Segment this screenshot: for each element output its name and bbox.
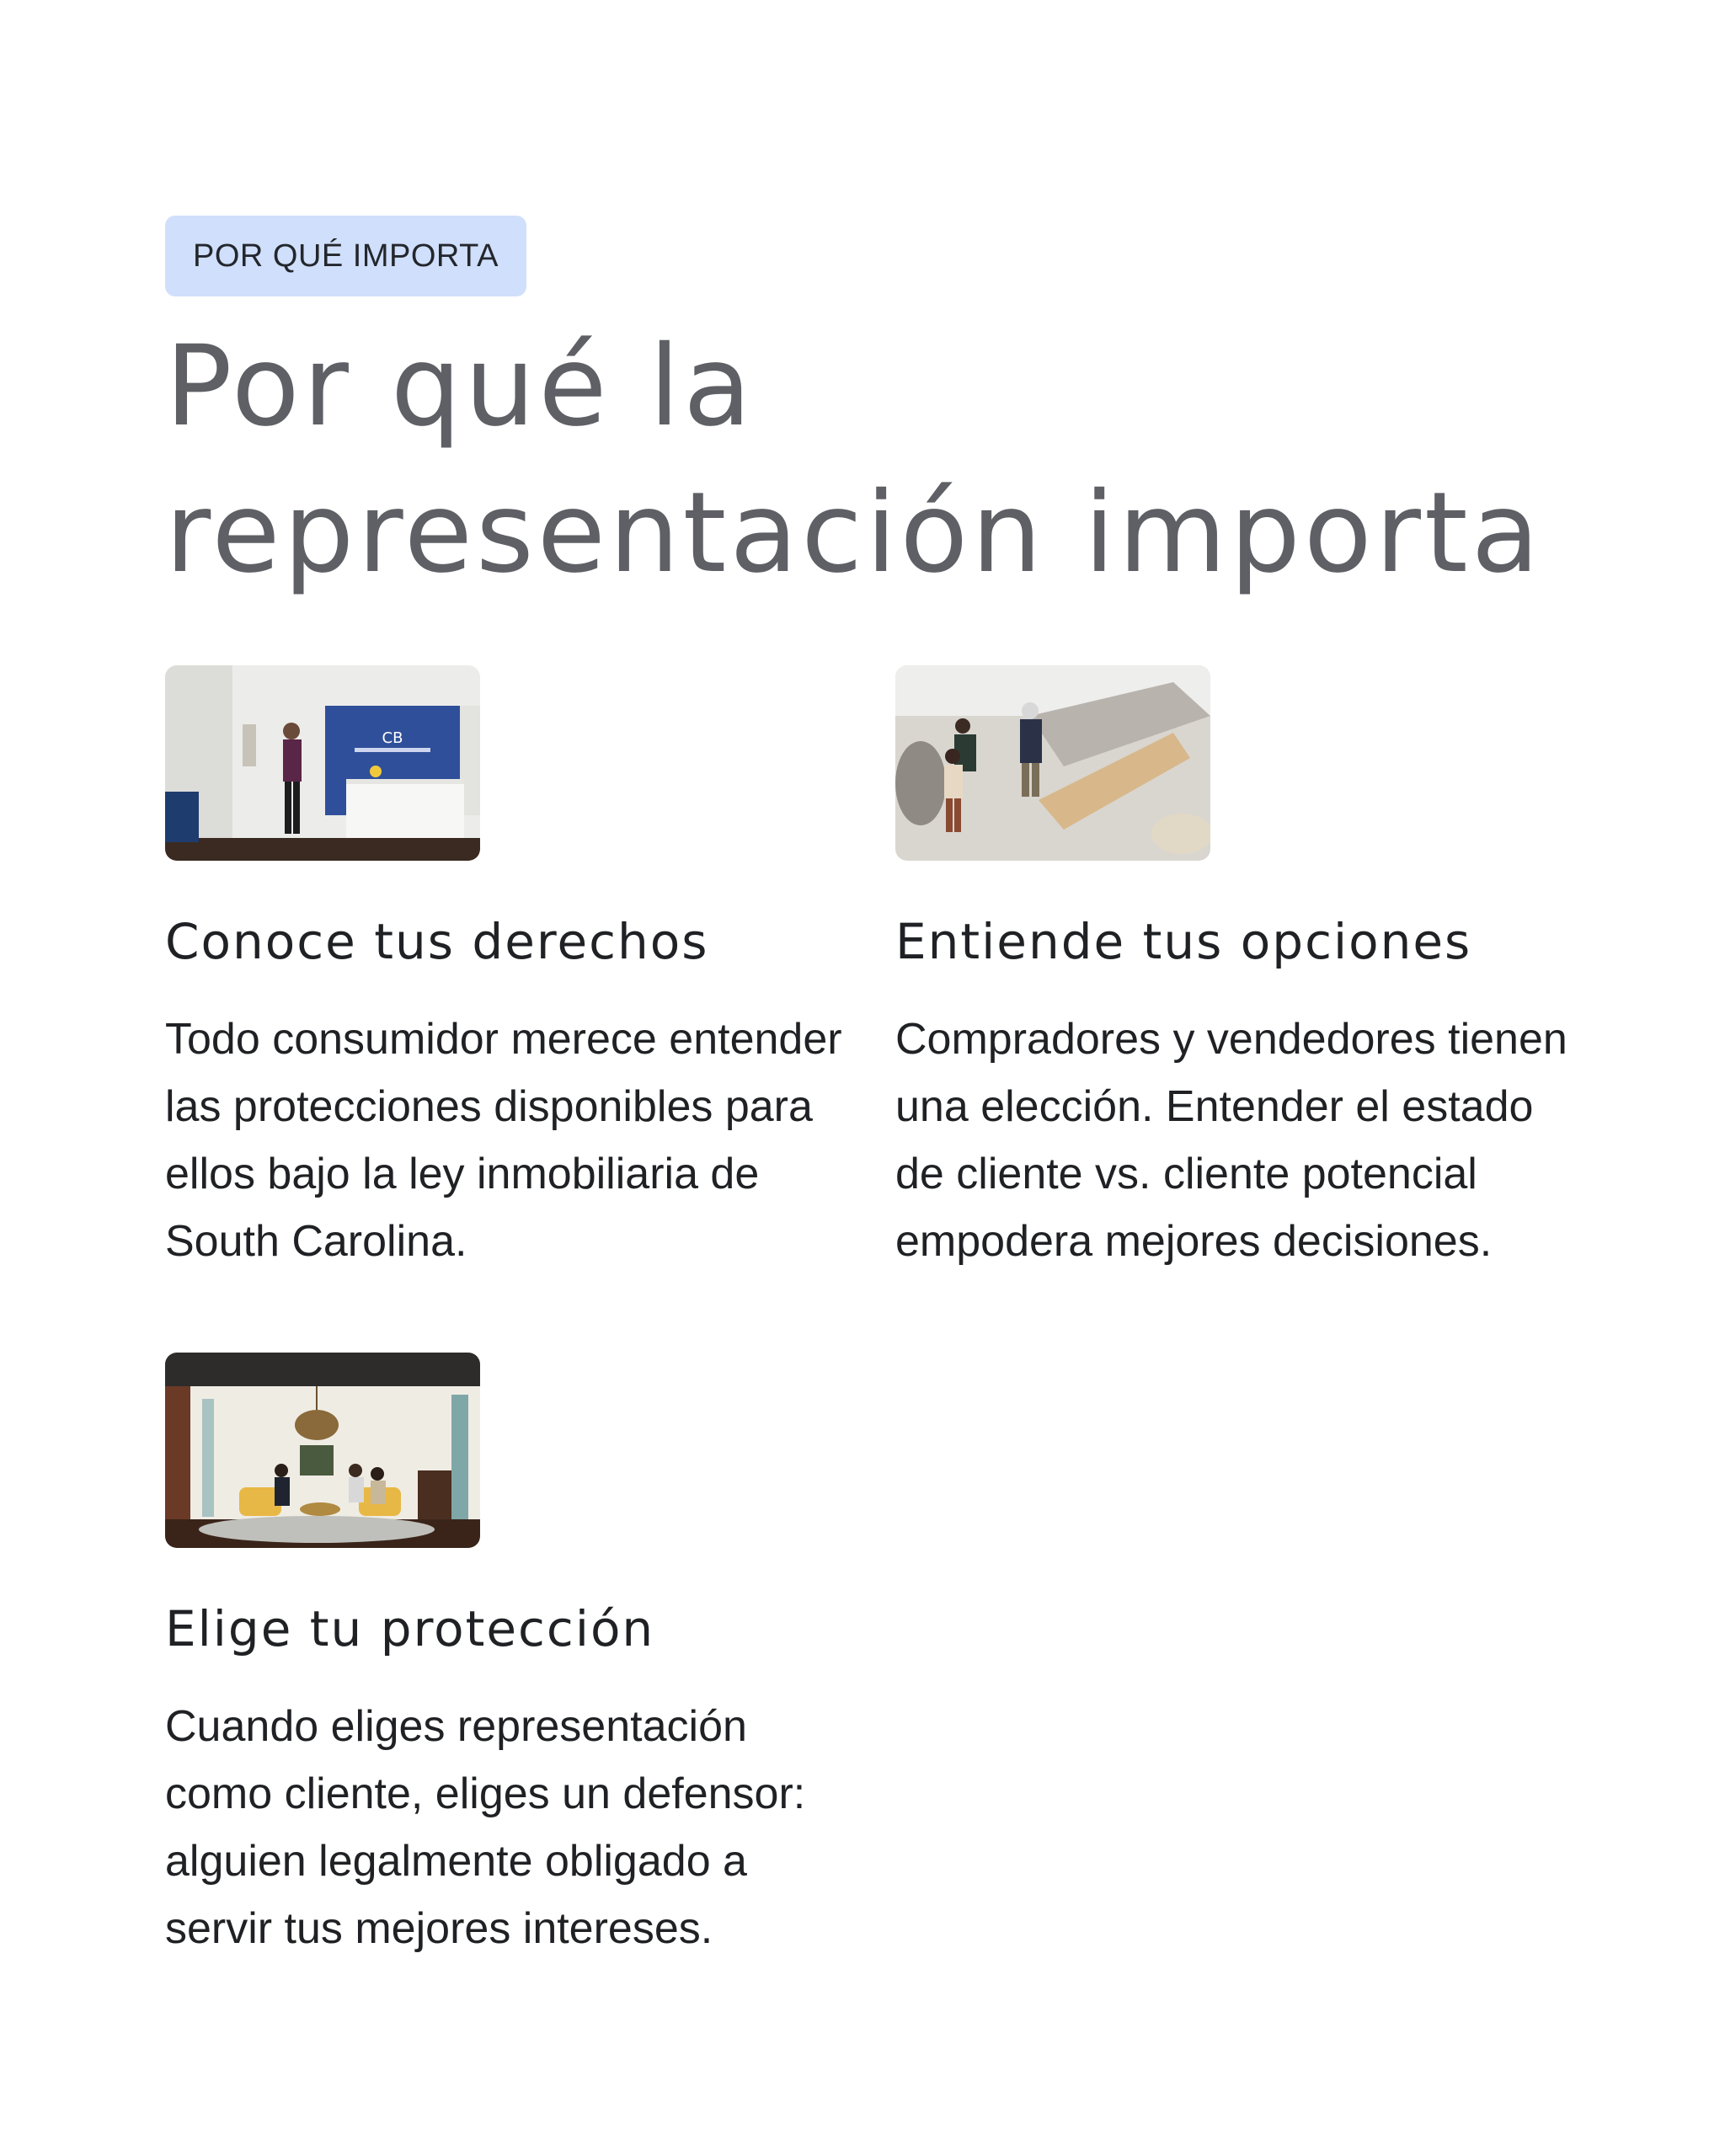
card-description: Todo consumidor merece entender las protecciones disponibles para ellos bajo la ley inmobiliaria de South Carolina. bbox=[165, 1015, 842, 1266]
feature-card-rights bbox=[165, 665, 856, 1275]
section-badge bbox=[165, 216, 526, 296]
card-description: Cuando eliges representación como cliente, eliges un defensor: alguien legalmente obligado a servir tus mejores intereses. bbox=[165, 1702, 806, 1953]
card-title: Elige tu protección bbox=[165, 1600, 655, 1657]
page-title: Por qué la representación importa bbox=[165, 322, 1543, 598]
svg-text:CB: CB bbox=[382, 729, 403, 747]
office-reception-photo bbox=[165, 665, 480, 861]
card-description: Compradores y vendedores tienen una elección. Entender el estado de cliente vs. cliente potencial empodera mejores decisiones. bbox=[895, 1015, 1567, 1266]
feature-card-options bbox=[895, 665, 1586, 1275]
section-badge-label: POR QUÉ IMPORTA bbox=[193, 237, 499, 274]
card-title: Entiende tus opciones bbox=[895, 913, 1472, 970]
living-room-photo bbox=[895, 665, 1210, 861]
feature-card-protection bbox=[165, 1353, 856, 1962]
card-title: Conoce tus derechos bbox=[165, 913, 709, 970]
chandelier-room-photo bbox=[165, 1353, 480, 1548]
